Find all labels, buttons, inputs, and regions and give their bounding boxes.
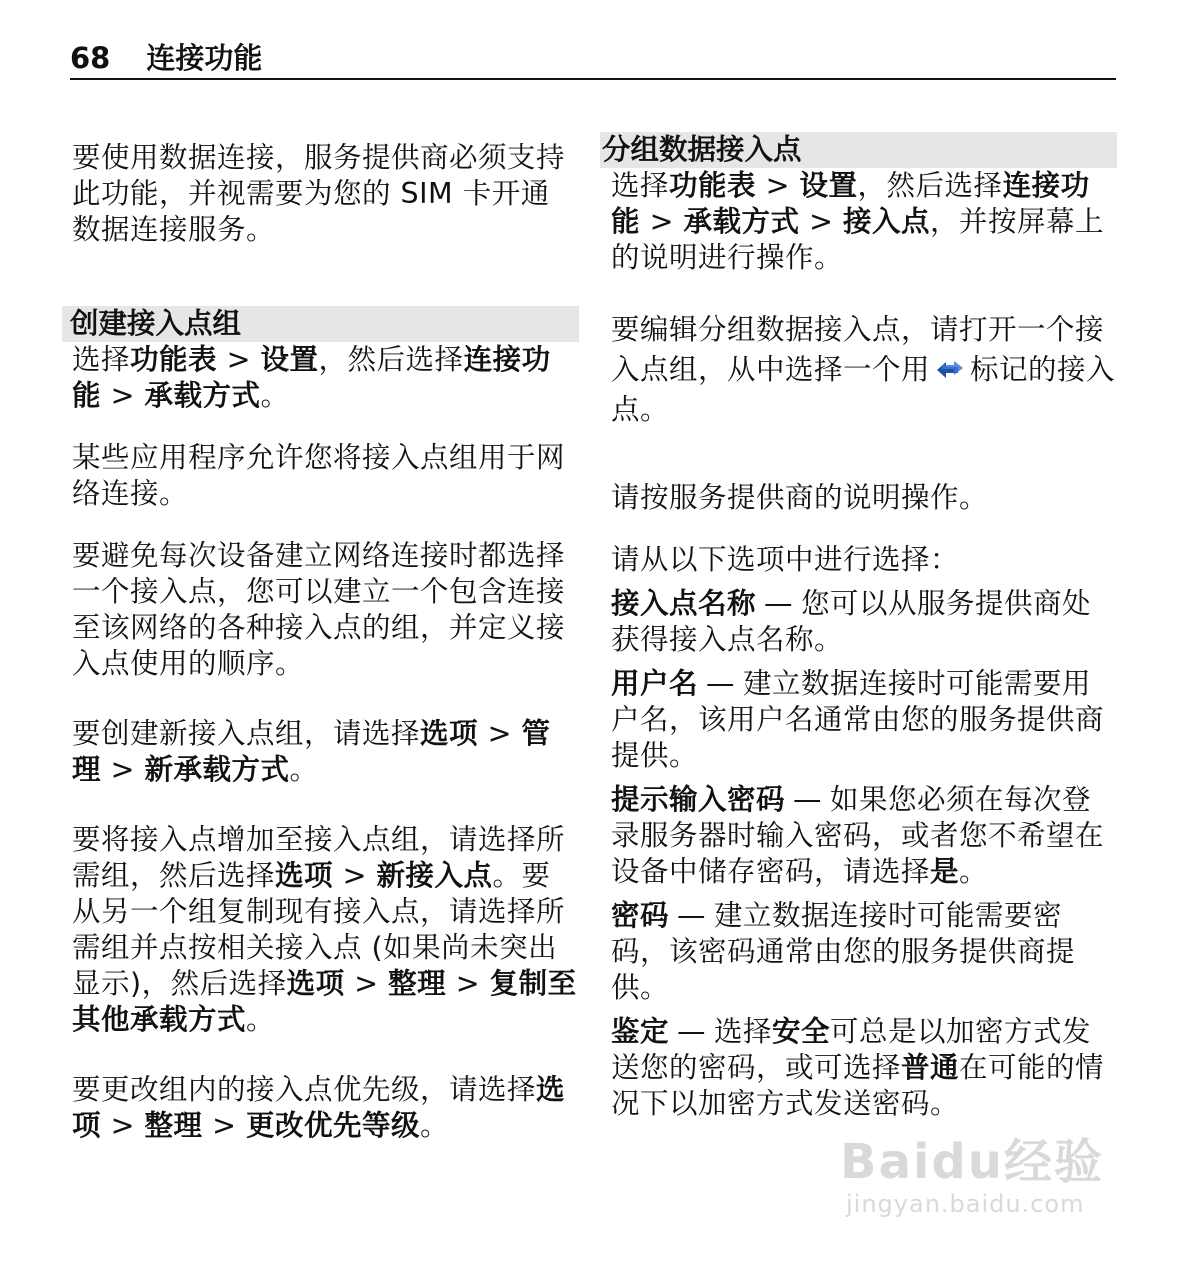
left-column <box>72 140 577 1144</box>
page-number: 68 <box>70 41 111 75</box>
paragraph-choose: 请从以下选项中进行选择： <box>611 543 960 576</box>
option-ap-name: 接入点名称 — 您可以从服务提供商处获得接入点名称。 <box>611 587 1092 656</box>
access-point-arrows-icon <box>934 354 966 380</box>
watermark-url: jingyan.baidu.com <box>846 1190 1085 1218</box>
paragraph-add-ap: 要将接入点增加至接入点组，请选择所需组，然后选择选项 > 新接入点。要从另一个组复制现有接入点，请选择所需组并点按相关接入点 (如果尚未突出显示)，然后选择选项 > 整理 > 复制至其他承载方式。 <box>72 823 577 1036</box>
intro-paragraph: 要使用数据连接，服务提供商必须支持此功能，并视需要为您的 SIM 卡开通数据连接服务。 <box>72 141 566 246</box>
option-prompt-password: 提示输入密码 — 如果您必须在每次登录服务器时输入密码，或者您不希望在设备中储存密码，请选择是。 <box>611 783 1105 888</box>
create-group-nav: 选择功能表 > 设置，然后选择连接功能 > 承载方式。 <box>72 343 551 412</box>
page-header <box>70 38 1116 80</box>
packet-data-nav: 选择功能表 > 设置，然后选择连接功能 > 承载方式 > 接入点，并按屏幕上的说明进行操作。 <box>611 169 1105 274</box>
option-password: 密码 — 建立数据连接时可能需要密码，该密码通常由您的服务提供商提供。 <box>611 899 1076 1004</box>
section-title-packet-data: 分组数据接入点 <box>600 132 1117 168</box>
paragraph-edit-ap: 要编辑分组数据接入点，请打开一个接入点组，从中选择一个用 标记的接入点。 <box>611 313 1116 426</box>
paragraph-apps: 某些应用程序允许您将接入点组用于网络连接。 <box>72 441 566 510</box>
paragraph-create-new: 要创建新接入点组，请选择选项 > 管理 > 新承载方式。 <box>72 717 551 786</box>
section-title-create-group: 创建接入点组 <box>62 306 579 342</box>
paragraph-priority: 要更改组内的接入点优先级，请选择选项 > 整理 > 更改优先等级。 <box>72 1073 566 1142</box>
paragraph-avoid: 要避免每次设备建立网络连接时都选择一个接入点，您可以建立一个包含连接至该网络的各种接入点的组，并定义接入点使用的顺序。 <box>72 539 566 680</box>
paragraph-follow: 请按服务提供商的说明操作。 <box>611 481 989 514</box>
option-username: 用户名 — 建立数据连接时可能需要用户名，该用户名通常由您的服务提供商提供。 <box>611 667 1105 772</box>
option-authentication: 鉴定 — 选择安全可总是以加密方式发送您的密码，或可选择普通在可能的情况下以加密方式发送密码。 <box>611 1015 1105 1120</box>
page-title: 连接功能 <box>146 41 263 75</box>
right-column <box>602 132 1117 1122</box>
watermark-logo: Baidu经验 <box>840 1134 1104 1190</box>
baidu-watermark <box>840 1135 1104 1219</box>
